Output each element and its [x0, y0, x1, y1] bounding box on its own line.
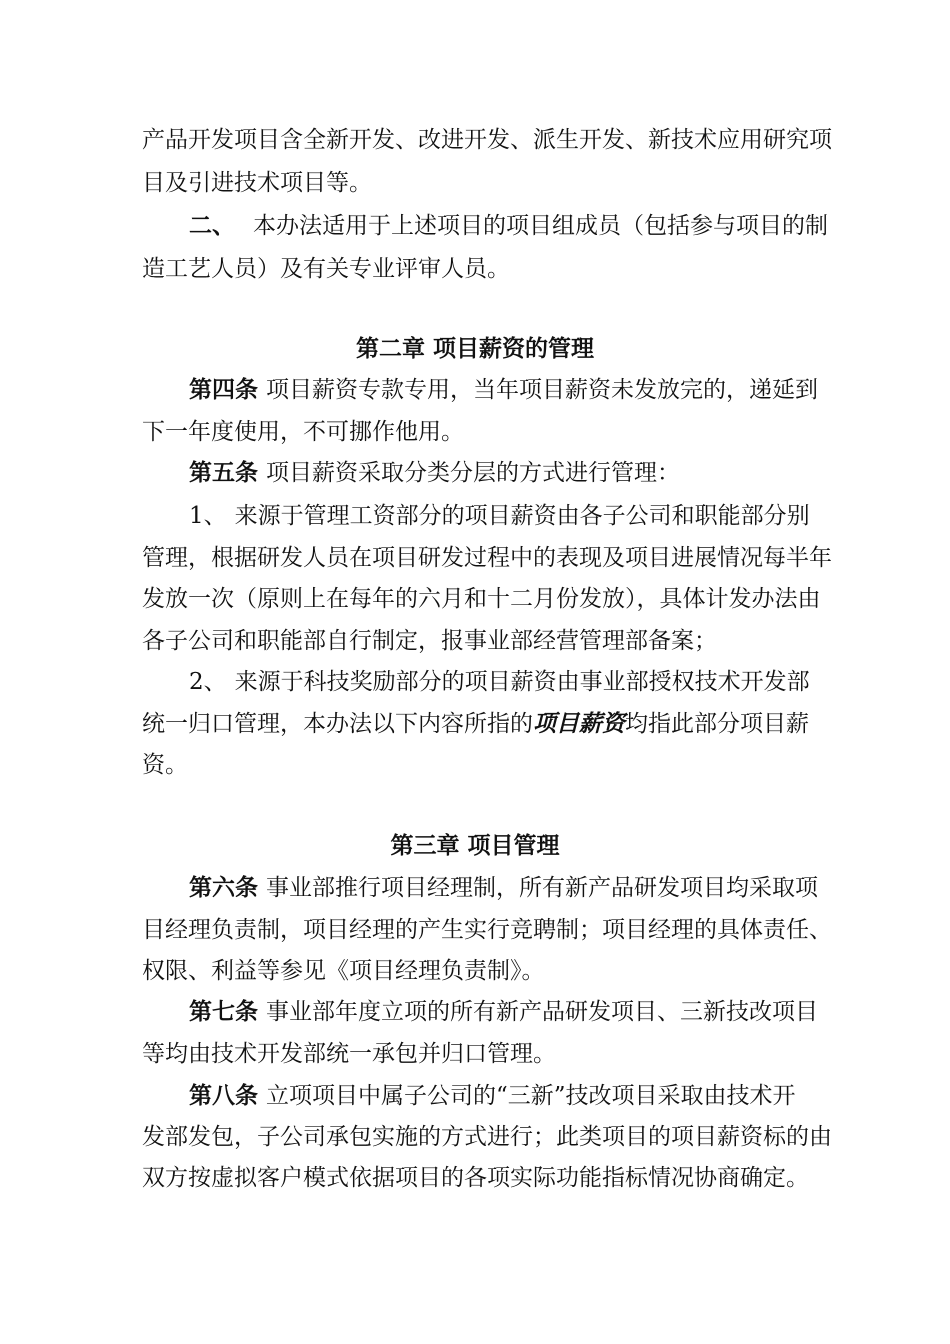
article-7-label: 第七条	[189, 998, 258, 1025]
article-6-text-1: 事业部推行项目经理制，所有新产品研发项目均采取项	[266, 875, 818, 901]
chapter-3-title: 第三章 项目管理	[390, 832, 560, 859]
intro-line-2: 目及引进技术项目等。	[142, 170, 372, 196]
article-6-line-3: 权限、利益等参见《项目经理负责制》。	[142, 958, 545, 984]
article-5-item-1-line-3: 发放一次（原则上在每年的六月和十二月份发放），具体计发办法由	[142, 586, 821, 612]
article-4-line-1	[189, 375, 818, 405]
article-5-item-2-line-1	[189, 667, 810, 697]
article-8-line-3: 双方按虚拟客户模式依据项目的各项实际功能指标情况协商确定。	[142, 1165, 809, 1191]
article-5-line-1	[189, 458, 680, 488]
article-4-line-2: 下一年度使用，不可挪作他用。	[142, 419, 464, 445]
article-7-line-1	[189, 997, 818, 1027]
item-2-text-1: 来源于科技奖励部分的项目薪资由事业部授权技术开发部	[234, 669, 810, 695]
article-5-item-1-line-1	[189, 501, 810, 531]
item-1-text-1: 来源于管理工资部分的项目薪资由各子公司和职能部分别	[234, 503, 810, 529]
chapter-2-title: 第二章 项目薪资的管理	[355, 335, 594, 362]
item-2-text-2b: 均指此部分项目薪	[625, 711, 809, 737]
item-2-number: 2、	[189, 669, 227, 695]
clause-two-line-2: 造工艺人员）及有关专业评审人员。	[142, 256, 510, 282]
item-2-text-2a: 统一归口管理，本办法以下内容所指的	[142, 711, 533, 737]
article-4-label: 第四条	[189, 376, 258, 403]
article-5-item-1-line-4: 各子公司和职能部自行制定，报事业部经营管理部备案；	[142, 628, 717, 654]
article-8-text-1: 立项项目中属子公司的“三新”技改项目采取由技术开	[266, 1083, 796, 1109]
item-1-number: 1、	[189, 503, 227, 529]
article-7-line-2: 等均由技术开发部统一承包并归口管理。	[142, 1041, 556, 1067]
clause-two-line-1	[189, 211, 828, 241]
clause-two-number: 二、	[189, 212, 235, 239]
item-2-emphasis: 项目薪资	[533, 710, 625, 737]
article-5-text-1: 项目薪资采取分类分层的方式进行管理：	[266, 460, 680, 486]
article-5-item-2-line-3: 资。	[142, 752, 188, 778]
article-5-label: 第五条	[189, 459, 258, 486]
article-4-text-1: 项目薪资专款专用，当年项目薪资未发放完的，递延到	[266, 377, 818, 403]
article-5-item-2-line-2	[142, 709, 809, 739]
article-6-line-2: 目经理负责制，项目经理的产生实行竞聘制；项目经理的具体责任、	[142, 917, 832, 943]
article-8-line-2: 发部发包，子公司承包实施的方式进行；此类项目的项目薪资标的由	[142, 1124, 832, 1150]
article-5-item-1-line-2: 管理，根据研发人员在项目研发过程中的表现及项目进展情况每半年	[142, 545, 832, 571]
article-7-text-1: 事业部年度立项的所有新产品研发项目、三新技改项目	[266, 999, 818, 1025]
article-6-label: 第六条	[189, 874, 258, 901]
clause-two-text-1: 本办法适用于上述项目的项目组成员（包括参与项目的制	[253, 213, 828, 239]
article-8-line-1	[189, 1081, 796, 1111]
article-6-line-1	[189, 873, 818, 903]
intro-line-1: 产品开发项目含全新开发、改进开发、派生开发、新技术应用研究项	[142, 127, 832, 153]
article-8-label: 第八条	[189, 1082, 258, 1109]
